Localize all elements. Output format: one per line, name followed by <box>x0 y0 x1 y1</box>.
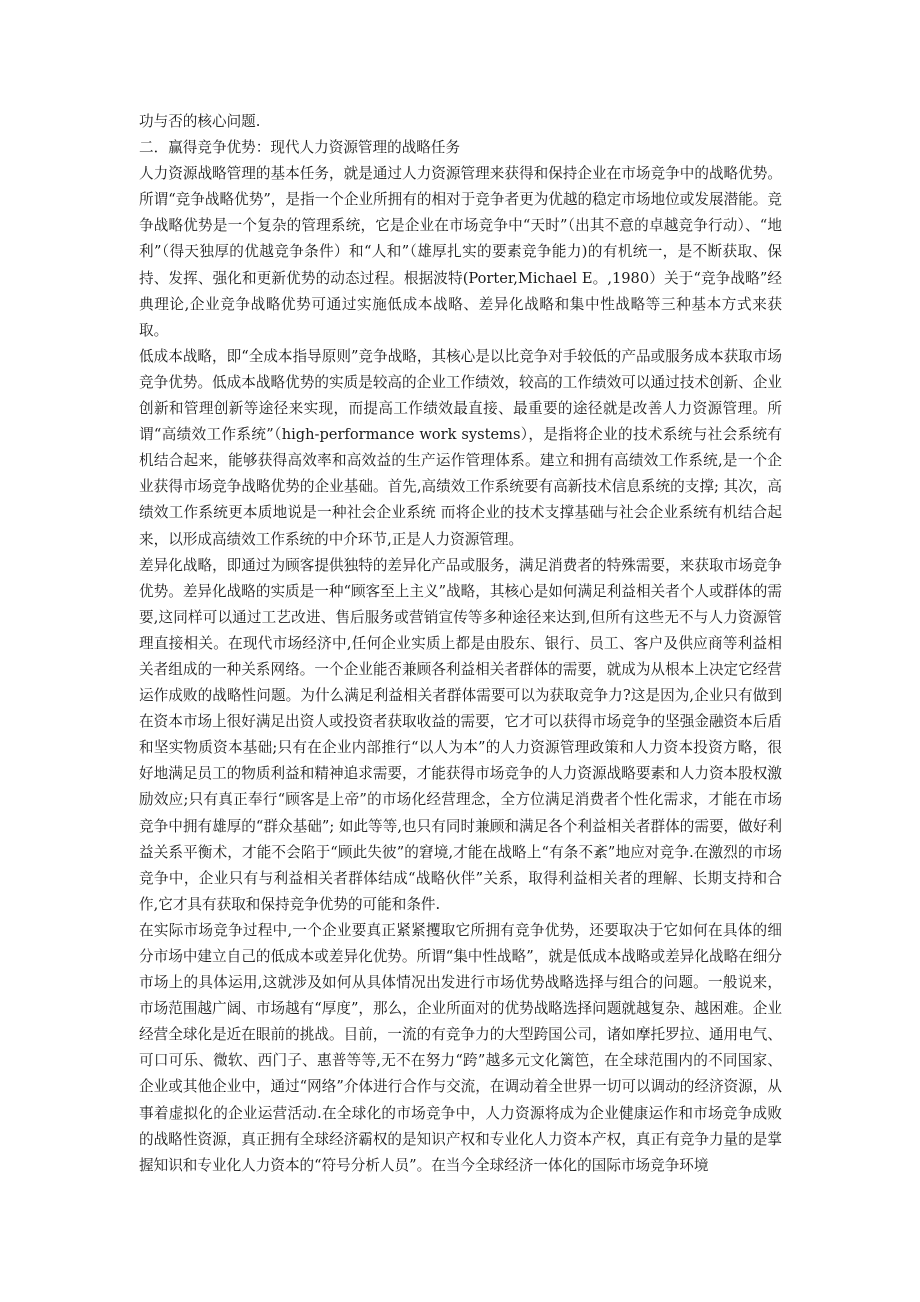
paragraph-low-cost-strategy: 低成本战略，即“全成本指导原则”竞争战略，其核心是以比竞争对手较低的产品或服务成本获取市场竞争优势。低成本战略优势的实质是较高的企业工作绩效，较高的工作绩效可以通过技术创新、企业创新和管理创新等途径来实现，而提高工作绩效最直接、最重要的途径就是改善人力资源管理。所谓“高绩效工作系统”（high-performance work systems），是指将企业的技术系统与社会系统有机结合起来，能够获得高效率和高效益的生产运作管理体系。建立和拥有高绩效工作系统,是一个企业获得市场竞争战略优势的企业基础。首先,高绩效工作系统要有高新技术信息系统的支撑; 其次，高绩效工作系统更本质地说是一种社会企业系统 而将企业的技术支撑基础与社会企业系统有机结合起来，以形成高绩效工作系统的中介环节,正是人力资源管理。 <box>139 347 782 548</box>
section-heading: 二．赢得竞争优势：现代人力资源管理的战略任务 <box>139 139 461 157</box>
document-body <box>139 109 782 1179</box>
paragraph-focus-strategy: 在实际市场竞争过程中,一个企业要真正紧紧攫取它所拥有竞争优势，还要取决于它如何在具体的细分市场中建立自己的低成本或差异化优势。所谓“集中性战略”，就是低成本战略或差异化战略在细分市场上的具体运用,这就涉及如何从具体情况出发进行市场优势战略选择与组合的问题。一般说来，市场范围越广阔、市场越有“厚度”，那么，企业所面对的优势战略选择问题就越复杂、越困难。企业经营全球化是近在眼前的挑战。目前，一流的有竞争力的大型跨国公司，诸如摩托罗拉、通用电气、可口可乐、微软、西门子、惠普等等,无不在努力“跨”越多元文化篱笆，在全球范围内的不同国家、企业或其他企业中，通过“网络”介体进行合作与交流，在调动着全世界一切可以调动的经济资源，从事着虚拟化的企业运营活动.在全球化的市场竞争中，人力资源将成为企业健康运作和市场竞争成败的战略性资源，真正拥有全球经济霸权的是知识产权和专业化人力资本产权，真正有竞争力量的是掌握知识和专业化人力资本的“符号分析人员”。在当今全球经济一体化的国际市场竞争环境 <box>139 921 782 1174</box>
paragraph-competitive-advantage: 人力资源战略管理的基本任务，就是通过人力资源管理来获得和保持企业在市场竞争中的战略优势。所谓“竞争战略优势”，是指一个企业所拥有的相对于竞争者更为优越的稳定市场地位或发展潜能。竞争战略优势是一个复杂的管理系统，它是企业在市场竞争中“天时”（出其不意的卓越竞争行动）、“地利”（得天独厚的优越竞争条件）和“人和”（雄厚扎实的要素竞争能力)的有机统一，是不断获取、保持、发挥、强化和更新优势的动态过程。根据波特(Porter,Michael E。,1980）关于“竞争战略”经典理论,企业竞争战略优势可通过实施低成本战略、差异化战略和集中性战略等三种基本方式来获取。 <box>139 165 782 339</box>
paragraph-intro-fragment: 功与否的核心问题. <box>139 113 261 130</box>
paragraph-differentiation-strategy: 差异化战略，即通过为顾客提供独特的差异化产品或服务，满足消费者的特殊需要，来获取市场竞争优势。差异化战略的实质是一种“顾客至上主义”战略，其核心是如何满足利益相关者个人或群体的需要,这同样可以通过工艺改进、售后服务或营销宣传等多种途径来达到,但所有这些无不与人力资源管理直接相关。在现代市场经济中,任何企业实质上都是由股东、银行、员工、客户及供应商等利益相关者组成的一种关系网络。一个企业能否兼顾各利益相关者群体的需要，就成为从根本上决定它经营运作成败的战略性问题。为什么满足利益相关者群体需要可以为获取竞争力?这是因为,企业只有做到在资本市场上很好满足出资人或投资者获取收益的需要，它才可以获得市场竞争的坚强金融资本后盾和坚实物质资本基础;只有在企业内部推行“以人为本”的人力资源管理政策和人力资本投资方略，很好地满足员工的物质利益和精神追求需要，才能获得市场竞争的人力资源战略要素和人力资本股权激励效应;只有真正奉行“顾客是上帝”的市场化经营理念，全方位满足消费者个性化需求，才能在市场竞争中拥有雄厚的“群众基础”; 如此等等,也只有同时兼顾和满足各个利益相关者群体的需要，做好利益关系平衡术，才能不会陷于“顾此失彼”的窘境,才能在战略上“有条不紊”地应对竞争.在激烈的市场竞争中，企业只有与利益相关者群体结成“战略伙伴”关系，取得利益相关者的理解、长期支持和合作,它才具有获取和保持竞争优势的可能和条件. <box>139 556 782 913</box>
